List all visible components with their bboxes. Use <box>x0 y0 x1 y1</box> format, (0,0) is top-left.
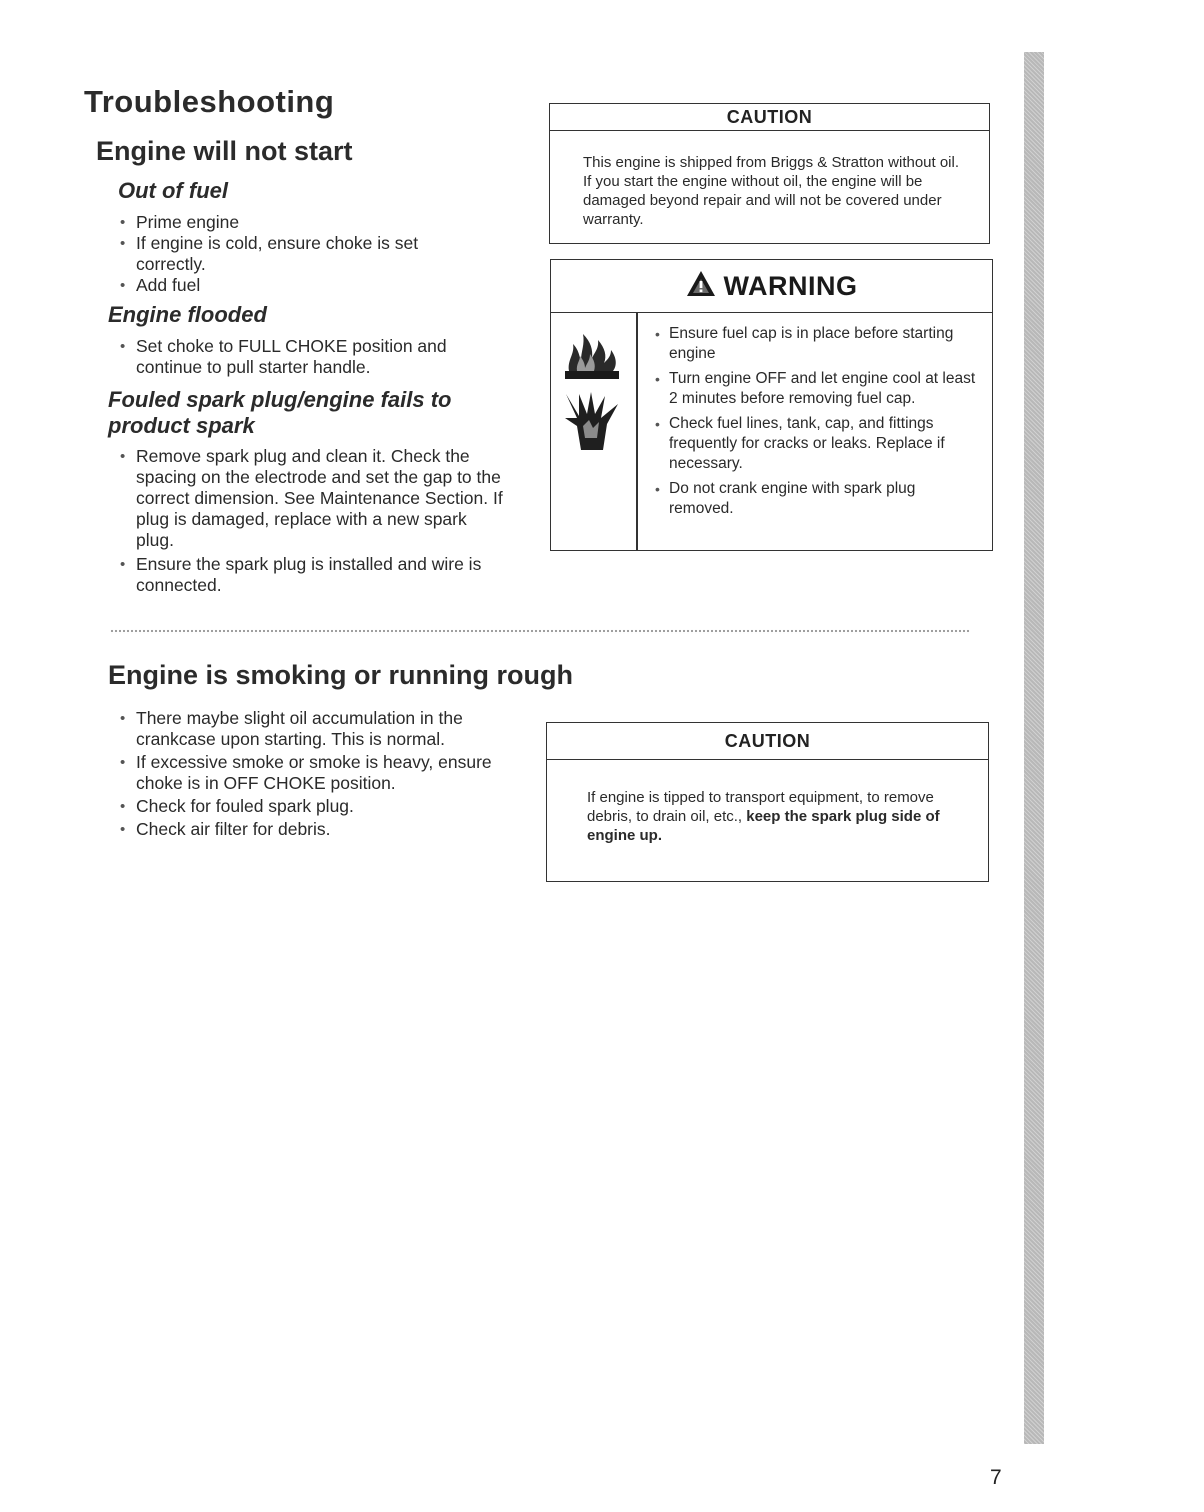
list-item: • Do not crank engine with spark plug removed. <box>651 479 981 519</box>
list-item: • Turn engine OFF and let engine cool at least 2 minutes before removing fuel cap. <box>651 369 981 409</box>
list-item: • Ensure the spark plug is installed and wire is connected. <box>110 554 506 596</box>
caution-box <box>549 103 990 244</box>
warning-divider <box>636 312 638 550</box>
list-item: • Remove spark plug and clean it. Check the spacing on the electrode and set the gap to the correct dimension. See Maintenance Section. If plug is damaged, replace with a new spark plug. <box>110 446 506 551</box>
warning-list <box>651 324 981 524</box>
caution-text-plain: If engine is tipped to transport equipment, to remove debris, to drain oil, etc., <box>587 789 934 825</box>
list-item: • Ensure fuel cap is in place before starting engine <box>651 324 981 364</box>
fire-icon <box>563 330 621 385</box>
list-item: • Prime engine <box>110 212 490 233</box>
explosion-icon <box>563 390 621 459</box>
list-engine-smoking <box>110 708 530 842</box>
page-title: Troubleshooting <box>84 84 335 119</box>
caution-label: CAUTION <box>547 723 988 760</box>
warning-triangle-icon <box>686 270 716 302</box>
subheading-fouled-spark-plug <box>108 387 451 439</box>
caution-text-bold: keep the spark plug side of engine up. <box>587 808 940 844</box>
section-heading-engine-will-not-start: Engine will not start <box>96 136 353 166</box>
warning-header <box>551 260 992 313</box>
warning-box <box>550 259 993 551</box>
list-item: • If engine is cold, ensure choke is set correctly. <box>110 233 490 275</box>
list-item: • Check air filter for debris. <box>110 819 530 840</box>
page-edge-strip <box>1024 52 1044 1444</box>
caution-text-2 <box>547 760 988 845</box>
subheading-line: Fouled spark plug/engine fails to <box>108 387 452 412</box>
warning-label: WARNING <box>723 270 858 301</box>
list-item: • Add fuel <box>110 275 490 296</box>
list-item: • If excessive smoke or smoke is heavy, ensure choke is in OFF CHOKE position. <box>110 752 530 794</box>
subheading-out-of-fuel: Out of fuel <box>118 178 228 203</box>
caution-label: CAUTION <box>550 104 989 131</box>
list-engine-flooded <box>110 336 510 378</box>
list-item: • Set choke to FULL CHOKE position and continue to pull starter handle. <box>110 336 510 378</box>
list-item: • Check fuel lines, tank, cap, and fittings frequently for cracks or leaks. Replace if necessary. <box>651 414 981 474</box>
list-out-of-fuel <box>110 212 490 296</box>
page-number: 7 <box>990 1466 1002 1489</box>
list-item: • Check for fouled spark plug. <box>110 796 530 817</box>
caution-text: This engine is shipped from Briggs & Stratton without oil. If you start the engine without oil, the engine will be damaged beyond repair and will not be covered under warranty. <box>583 154 960 228</box>
caution-box-2 <box>546 722 989 882</box>
section-heading-engine-smoking: Engine is smoking or running rough <box>108 660 573 690</box>
subheading-line: product spark <box>108 413 255 438</box>
list-item: • There maybe slight oil accumulation in the crankcase upon starting. This is normal. <box>110 708 530 750</box>
section-divider <box>110 629 970 634</box>
list-fouled-spark-plug <box>110 446 506 599</box>
subheading-engine-flooded: Engine flooded <box>108 302 267 327</box>
